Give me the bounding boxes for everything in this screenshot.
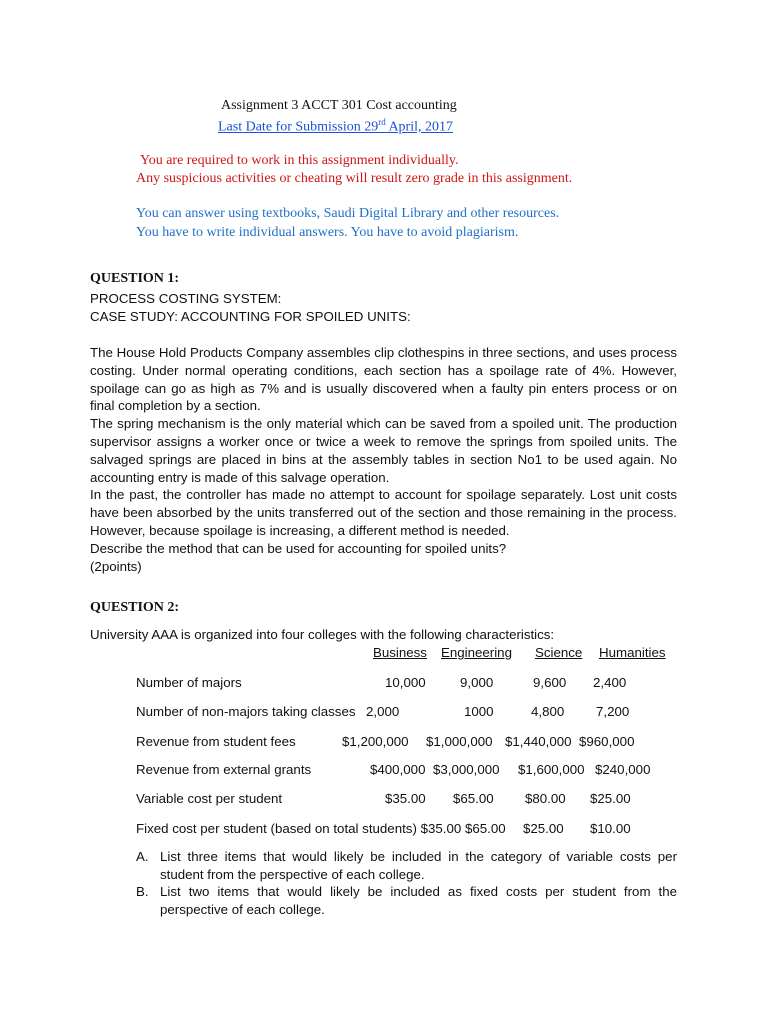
row-label: Number of majors [136,675,242,690]
table-cell: $1,440,000 [505,734,572,749]
q1-paragraph: The spring mechanism is the only material which can be saved from a spoiled unit. The production supervisor assigns a worker once or twice a week to remove the springs from spoiled units. The salvaged springs are placed in bins at the assembly tables in section No1 to be used again. No accounting entry is made of this salvage operation. [90,416,677,485]
table-cell: $240,000 [595,762,651,777]
table-cell: $35.00 [420,821,462,836]
list-item-text: List two items that would likely be included as fixed costs per student from the perspective of each college. [160,884,677,917]
col-header-business: Business [373,645,427,660]
q1-question: Describe the method that can be used for accounting for spoiled units? [90,540,507,556]
col-header-science: Science [535,645,583,660]
table-cell: $1,600,000 [518,762,585,777]
assignment-title: Assignment 3 ACCT 301 Cost accounting [221,98,457,113]
notice-individual-work: You are required to work in this assignment individually. [140,153,459,168]
notice-resources: You can answer using textbooks, Saudi Digital Library and other resources. [136,206,560,221]
row-label: Number of non-majors taking classes [136,704,356,719]
list-item [136,883,677,918]
table-cell: $3,000,000 [433,762,500,777]
list-marker: B. [136,884,149,899]
table-cell: $65.00 [453,791,494,806]
table-cell: $25.00 [523,821,564,836]
table-cell: $960,000 [579,734,635,749]
table-cell: $65.00 [464,821,506,836]
row-label [136,821,506,836]
table-cell: 9,000 [460,675,494,690]
notice-plagiarism: You have to write individual answers. You have to avoid plagiarism. [136,225,519,240]
table-cell: 4,800 [531,704,565,719]
question-1-body [90,344,677,575]
notice-cheating: Any suspicious activities or cheating will result zero grade in this assignment. [136,171,573,186]
list-marker: A. [136,849,149,864]
q1-paragraph: In the past, the controller has made no attempt to account for spoilage separately. Lost unit costs have been absorbed by the units transferred out of the section and those remaining in the process. However, because spoilage is increasing, a different method is needed. [90,487,677,538]
table-cell: 2,400 [593,675,627,690]
col-header-humanities: Humanities [599,645,666,660]
row-label: Variable cost per student [136,791,283,806]
question-2-heading: QUESTION 2: [90,600,180,615]
submission-deadline [136,117,453,136]
question-1-case-study: CASE STUDY: ACCOUNTING FOR SPOILED UNITS: [90,309,411,324]
question-1-subtitle: PROCESS COSTING SYSTEM: [90,291,282,306]
deadline-ordinal: rd [378,117,386,127]
table-cell: $1,200,000 [342,734,409,749]
table-cell: $25.00 [590,791,631,806]
q1-paragraph: The House Hold Products Company assembles clip clothespins in three sections, and uses process costing. Under normal operating conditions, each section has a spoilage rate of 4%. However, spoilage can go as high as 7% and is usually discovered when a faulty pin enters process or on final completion by a section. [90,345,677,414]
row-label: Revenue from external grants [136,762,312,777]
list-item-text: List three items that would likely be included in the category of variable costs per student from the perspective of each college. [160,849,677,882]
table-cell: 1000 [464,704,494,719]
deadline-text: Last Date for Submission 29 [218,119,379,135]
table-cell: $10.00 [590,821,631,836]
deadline-date: April, 2017 [385,119,453,135]
table-cell: 10,000 [385,675,426,690]
list-item [136,848,677,883]
col-header-engineering: Engineering [441,645,512,660]
q1-points: (2points) [90,558,142,574]
table-cell: $35.00 [385,791,426,806]
question-2-intro: University AAA is organized into four colleges with the following characteristics: [90,627,555,642]
table-cell: 2,000 [366,704,400,719]
table-cell: 7,200 [596,704,630,719]
row-label-text: Fixed cost per student (based on total students) [136,821,417,836]
table-cell: $80.00 [525,791,566,806]
table-cell: 9,600 [533,675,567,690]
table-cell: $1,000,000 [426,734,493,749]
table-cell: $400,000 [370,762,426,777]
question-1-heading: QUESTION 1: [90,271,180,286]
row-label: Revenue from student fees [136,734,296,749]
question-2-items [136,848,677,918]
